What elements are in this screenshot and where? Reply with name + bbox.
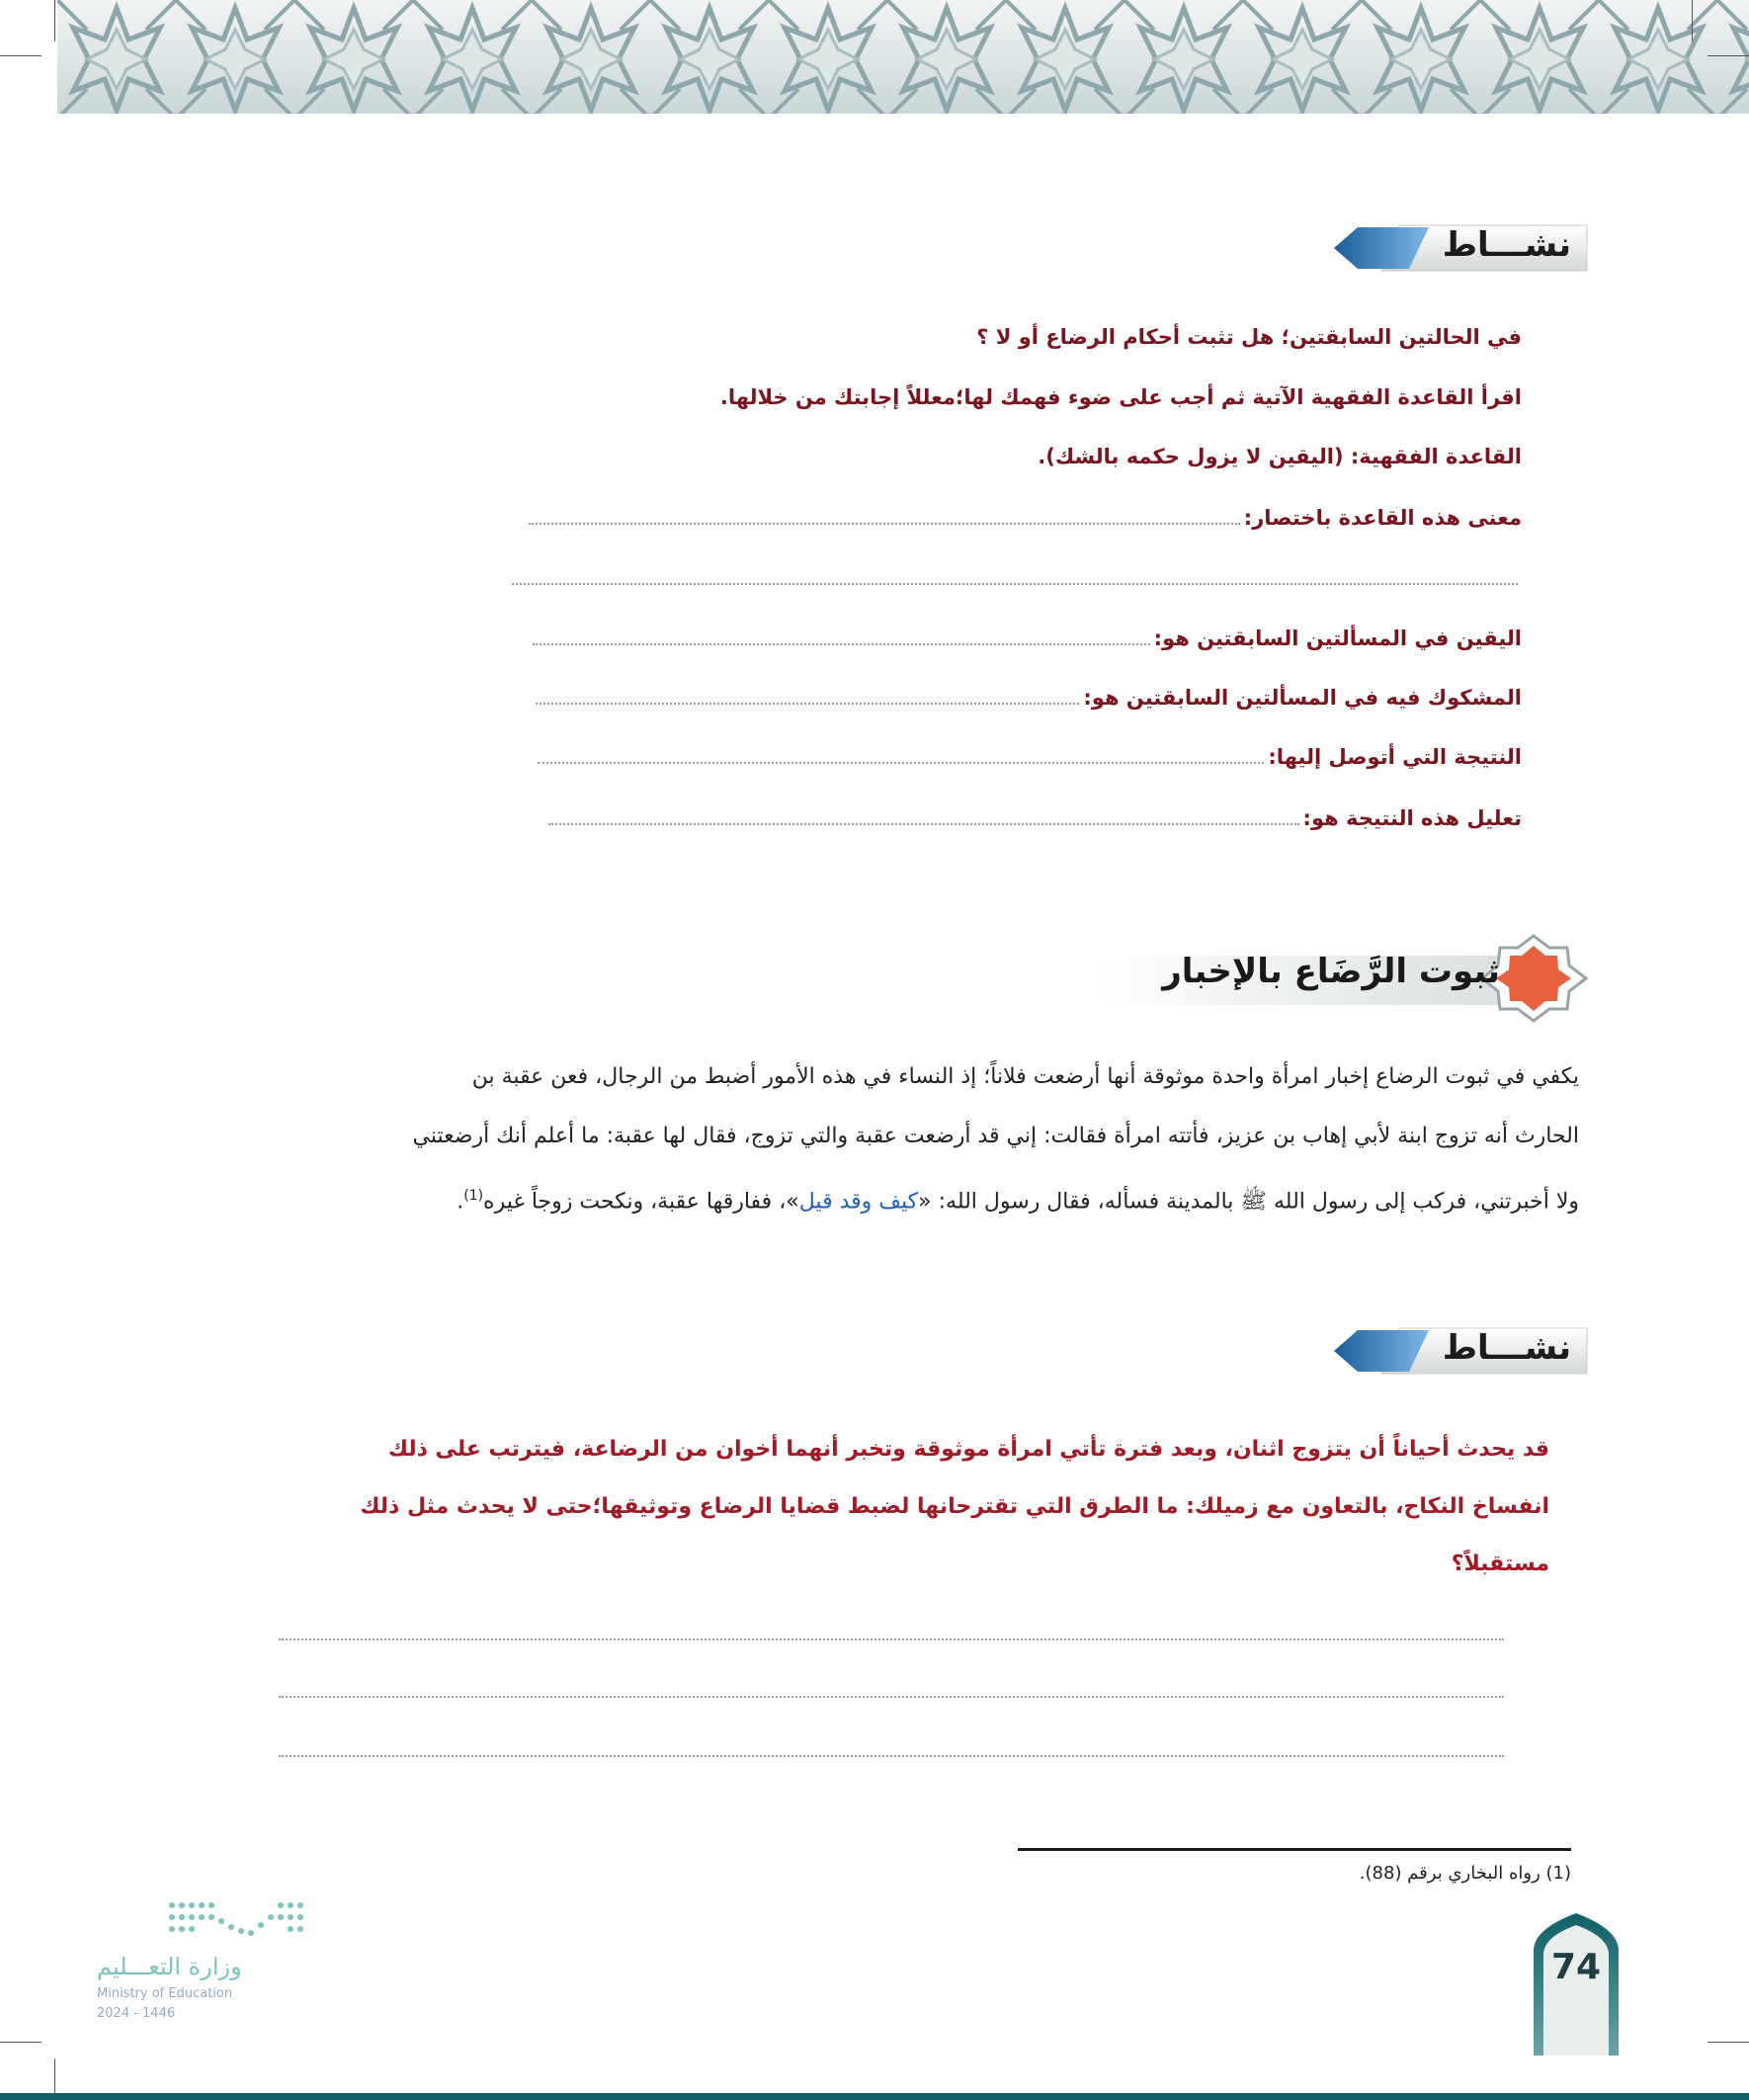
- ministry-year: 2024 - 1446: [97, 2006, 176, 2021]
- paragraph-line: [176, 1166, 1579, 1225]
- question-line: مستقبلاً؟: [1451, 1552, 1549, 1576]
- footnote: (1) رواه البخاري برقم (88).: [1359, 1863, 1571, 1884]
- geometric-pattern: [57, 0, 1749, 121]
- paragraph-text: .: [457, 1189, 464, 1215]
- answer-line[interactable]: [536, 703, 1079, 705]
- reason-label: تعليل هذه النتيجة هو:: [1302, 806, 1522, 830]
- ministry-dots-icon: [166, 1895, 324, 1949]
- doubt-label: المشكوك فيه في المسألتين السابقتين هو:: [1083, 686, 1522, 710]
- activity2-question: [206, 1421, 1549, 1593]
- crop-mark: [1707, 2042, 1749, 2043]
- activity-instruction: [720, 374, 1522, 421]
- crop-mark: [1692, 0, 1693, 42]
- crop-mark: [1707, 55, 1749, 56]
- certainty-row: [533, 615, 1522, 662]
- ministry-name-en: Ministry of Education: [97, 1986, 233, 2001]
- result-label: النتيجة التي أتوصل إليها:: [1268, 745, 1522, 769]
- activity-question: [976, 313, 1522, 361]
- activity-badge: [1330, 1322, 1593, 1380]
- answer-line[interactable]: [279, 1638, 1504, 1640]
- fiqh-rule: [1038, 433, 1522, 480]
- answer-line[interactable]: [279, 1696, 1504, 1698]
- instruction-text: اقرأ القاعدة الفقهية الآتية ثم أجب على ضوء فهمك لها؛معللاً إجابتك من خلالها.: [719, 385, 1522, 409]
- header-pattern-banner: [57, 0, 1749, 121]
- ministry-name-ar: وزارة التعـــليم: [97, 1953, 242, 1980]
- activity-badge-label: نشـــاط: [1442, 1328, 1571, 1368]
- paragraph-text: ولا أخبرتني، فركب إلى رسول الله ﷺ بالمدينة فسأله، فقال رسول الله: «: [918, 1189, 1579, 1215]
- page-number: 74: [1550, 1947, 1602, 1987]
- answer-line[interactable]: [529, 523, 1240, 525]
- section-paragraph: [176, 1048, 1579, 1225]
- reason-row: [548, 795, 1522, 842]
- paragraph-line: يكفي في ثبوت الرضاع إخبار امرأة واحدة موثوقة أنها أرضعت فلاناً؛ إذ النساء في هذه الأمور أضبط من الرجال، فعن عقبة بن: [471, 1064, 1579, 1089]
- page-number-tab: [1530, 1907, 1623, 2056]
- answer-line[interactable]: [279, 1755, 1504, 1757]
- crop-mark: [0, 2042, 42, 2043]
- paragraph-text: »، ففارقها عقبة، ونكحت زوجاً غيره: [483, 1189, 799, 1215]
- footnote-reference[interactable]: (1): [463, 1188, 484, 1204]
- paragraph-line: الحارث أنه تزوج ابنة لأبي إهاب بن عزيز، فأتته امرأة فقالت: إني قد أرضعت عقبة والتي تزوج، فقال لها عقبة: ما أعلم أنك أرضعتني: [412, 1124, 1579, 1148]
- answer-line[interactable]: [533, 643, 1150, 645]
- ministry-logo: [97, 1895, 324, 2034]
- answer-line[interactable]: [538, 762, 1264, 764]
- question-line: قد يحدث أحياناً أن يتزوج اثنان، وبعد فترة تأتي امرأة موثوقة وتخبر أنهما أخوان من الرضاعة، فيترتب على ذلك: [387, 1437, 1549, 1462]
- activity-badge: [1330, 219, 1593, 277]
- certainty-label: اليقين في المسألتين السابقتين هو:: [1153, 627, 1522, 650]
- activity-badge-label: نشـــاط: [1442, 225, 1571, 265]
- question-text: في الحالتين السابقتين؛ هل تثبت أحكام الرضاع أو لا ؟: [976, 325, 1522, 349]
- question-line: انفساخ النكاح، بالتعاون مع زميلك: ما الطرق التي تقترحانها لضبط قضايا الرضاع وتوثيقها؛حتى لا يحدث مثل ذلك: [360, 1494, 1549, 1519]
- section-title: ثبوت الرَّضَاع بالإخبار: [1162, 952, 1500, 991]
- answer-line[interactable]: [512, 583, 1518, 585]
- hadith-quote: كيف وقد قيل: [798, 1189, 919, 1215]
- result-row: [538, 733, 1522, 781]
- crop-mark: [0, 55, 42, 56]
- section-heading: [1057, 934, 1591, 1023]
- meaning-label: معنى هذه القاعدة باختصار:: [1243, 506, 1522, 530]
- doubt-row: [536, 674, 1522, 721]
- answer-line[interactable]: [548, 823, 1299, 825]
- crop-mark: [54, 0, 55, 42]
- meaning-row: [529, 494, 1522, 542]
- footnote-divider: [1018, 1848, 1571, 1851]
- rule-text: القاعدة الفقهية: (اليقين لا يزول حكمه بالشك).: [1038, 445, 1522, 468]
